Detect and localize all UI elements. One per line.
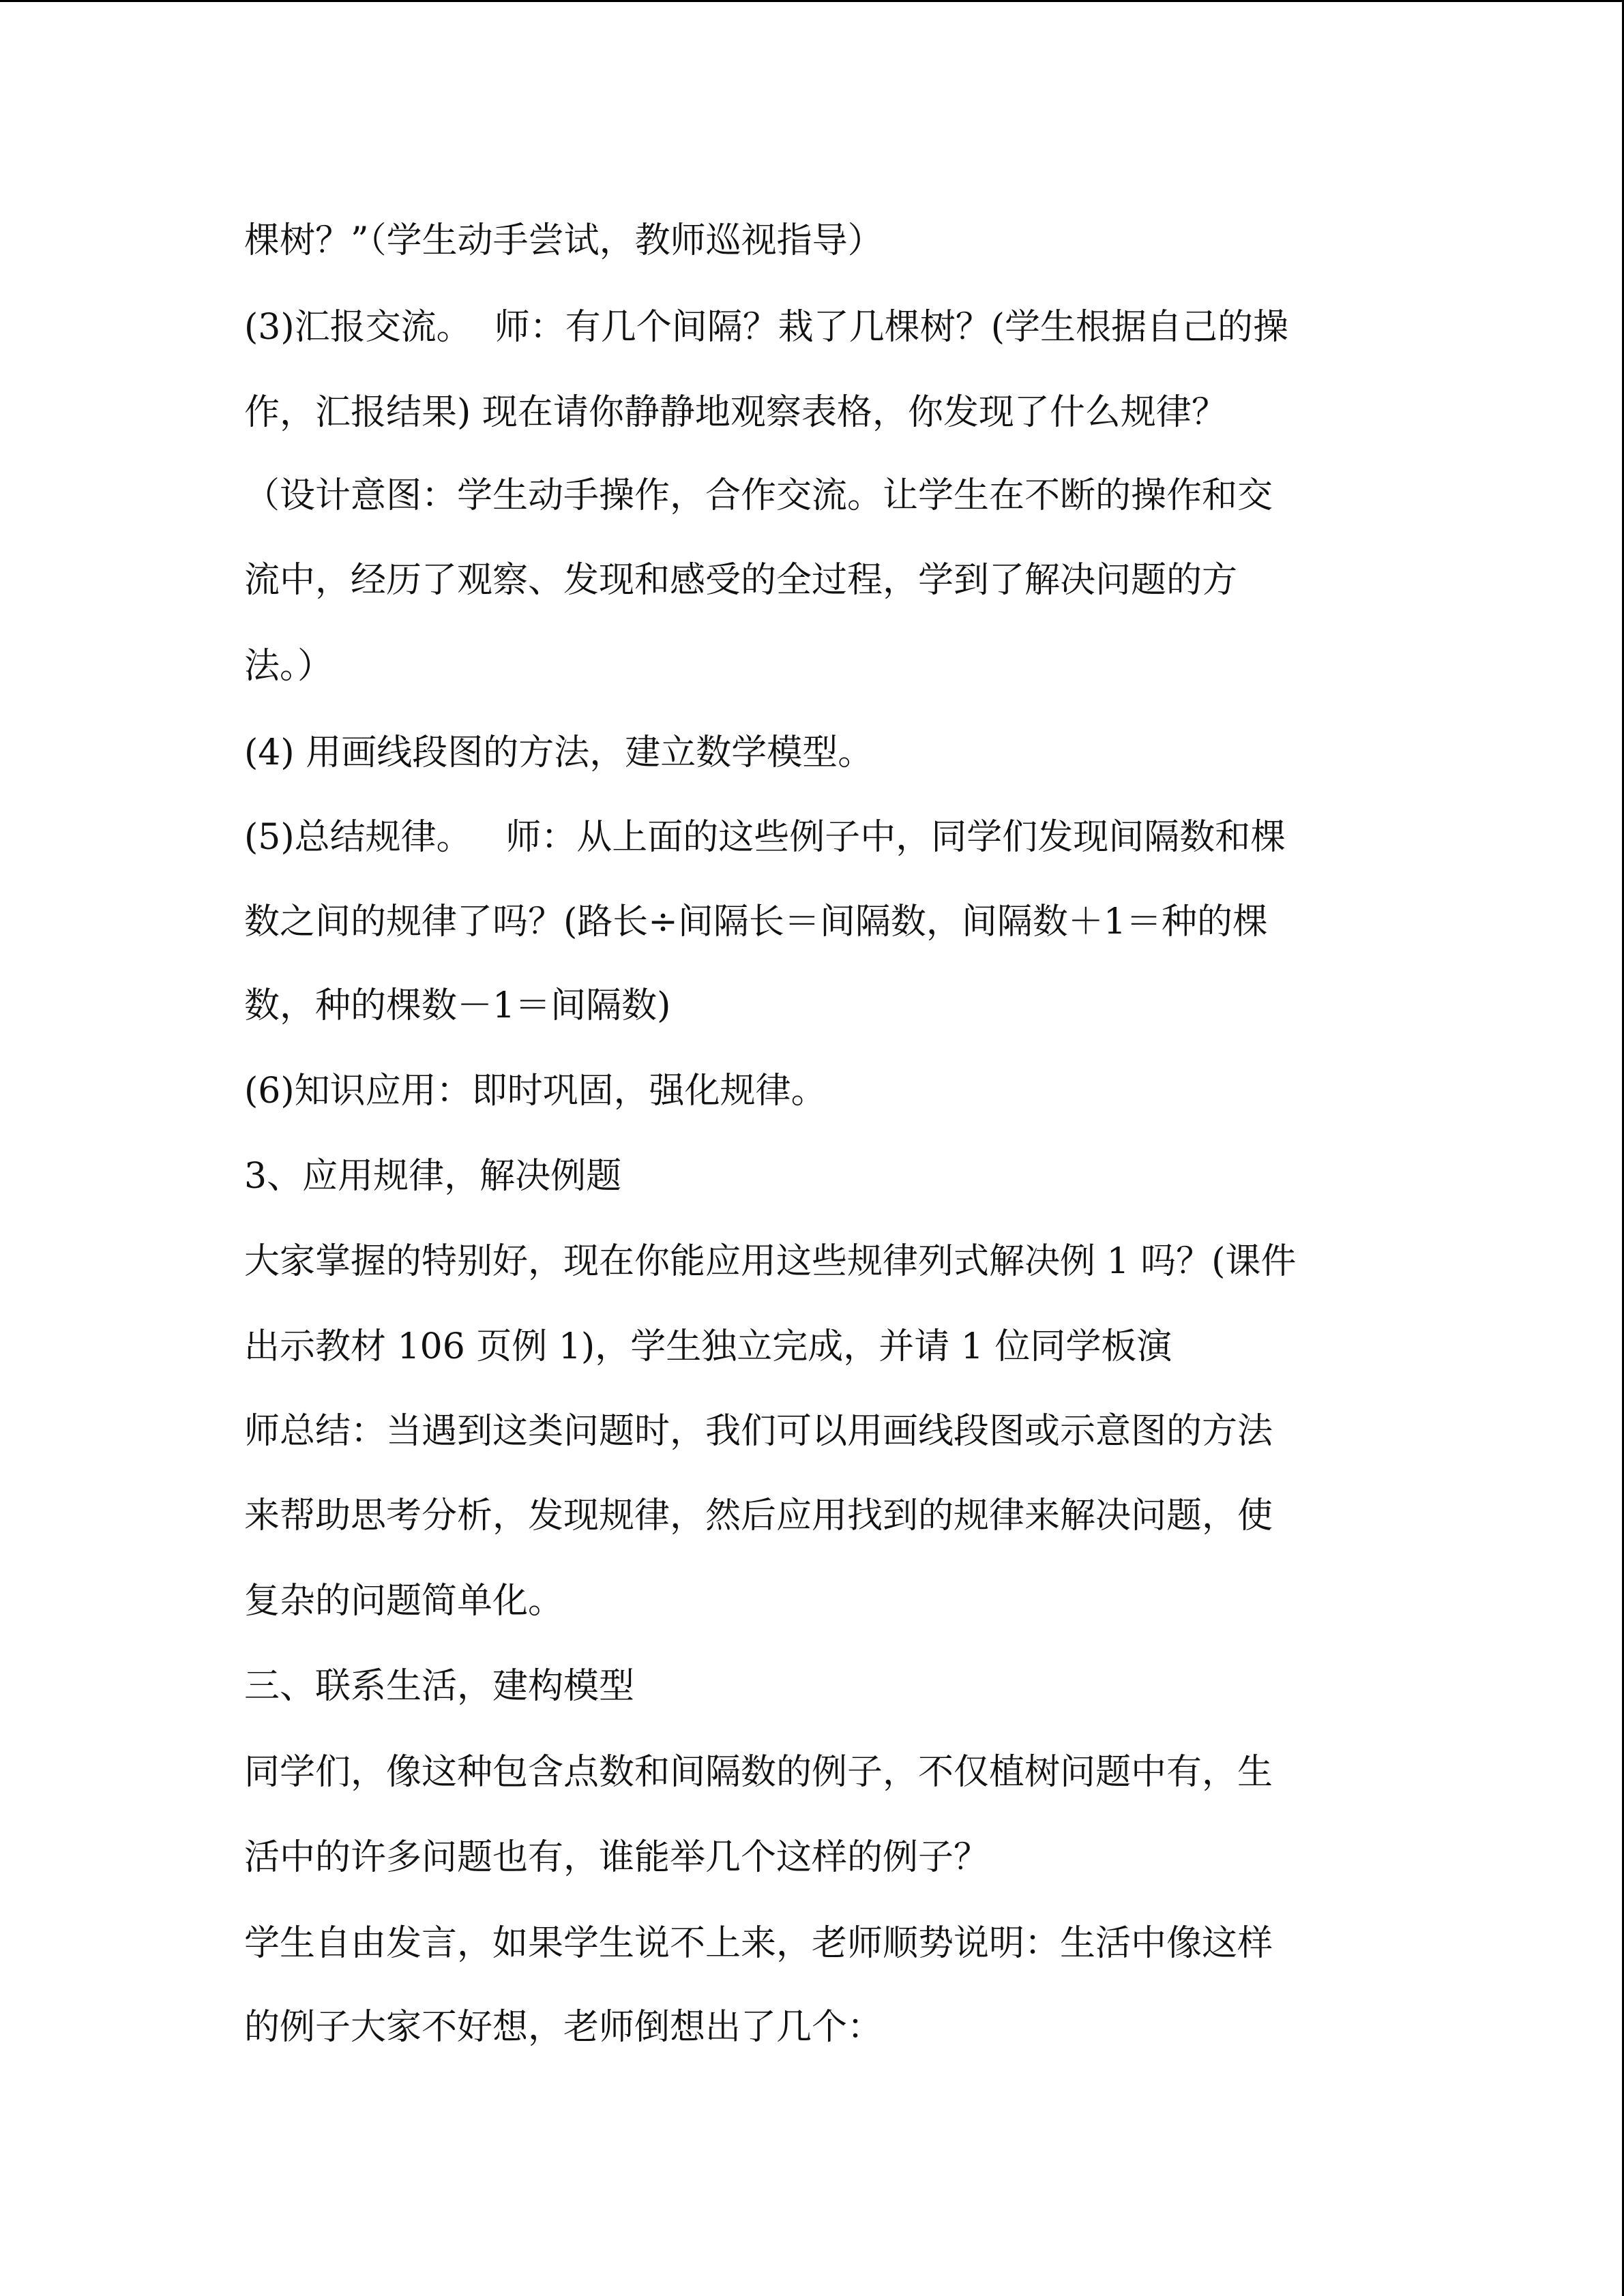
text-line: 流中，经历了观察、发现和感受的全过程，学到了解决问题的方 xyxy=(244,560,1238,601)
text-line: 出示教材 106 页例 1)，学生独立完成，并请 1 位同学板演 xyxy=(244,1326,1172,1367)
text-line: 的例子大家不好想，老师倒想出了几个： xyxy=(244,2007,883,2048)
text-line: (5)总结规律。 师：从上面的这些例子中，同学们发现间隔数和棵 xyxy=(244,817,1286,858)
text-line: 复杂的问题简单化。 xyxy=(244,1581,564,1622)
text-line: 3、应用规律，解决例题 xyxy=(244,1156,622,1197)
text-line: 数，种的棵数－1＝间隔数) xyxy=(244,985,671,1026)
text-line: 师总结：当遇到这类问题时，我们可以用画线段图或示意图的方法 xyxy=(244,1411,1273,1452)
text-line: 学生自由发言，如果学生说不上来，老师顺势说明：生活中像这样 xyxy=(244,1923,1273,1964)
text-line: 法。） xyxy=(244,646,334,687)
text-line: （设计意图：学生动手操作，合作交流。让学生在不断的操作和交 xyxy=(244,475,1273,516)
text-line: (3)汇报交流。 师：有几个间隔？栽了几棵树？(学生根据自己的操 xyxy=(244,307,1289,348)
text-line: (6)知识应用：即时巩固，强化规律。 xyxy=(244,1071,827,1112)
text-line: 棵树？”（学生动手尝试，教师巡视指导） xyxy=(244,220,883,261)
text-line: 来帮助思考分析，发现规律，然后应用找到的规律来解决问题，使 xyxy=(244,1495,1273,1536)
text-line: 活中的许多问题也有，谁能举几个这样的例子？ xyxy=(244,1837,990,1878)
text-line: 大家掌握的特别好，现在你能应用这些规律列式解决例 1 吗？(课件 xyxy=(244,1241,1297,1282)
text-line: 数之间的规律了吗？(路长÷间隔长＝间隔数，间隔数＋1＝种的棵 xyxy=(244,901,1268,942)
text-line: 三、联系生活，建构模型 xyxy=(244,1666,635,1707)
text-line: 作，汇报结果) 现在请你静静地观察表格，你发现了什么规律？ xyxy=(244,392,1227,433)
text-line: 同学们，像这种包含点数和间隔数的例子，不仅植树问题中有，生 xyxy=(244,1752,1273,1793)
text-line: (4) 用画线段图的方法，建立数学模型。 xyxy=(244,732,874,773)
